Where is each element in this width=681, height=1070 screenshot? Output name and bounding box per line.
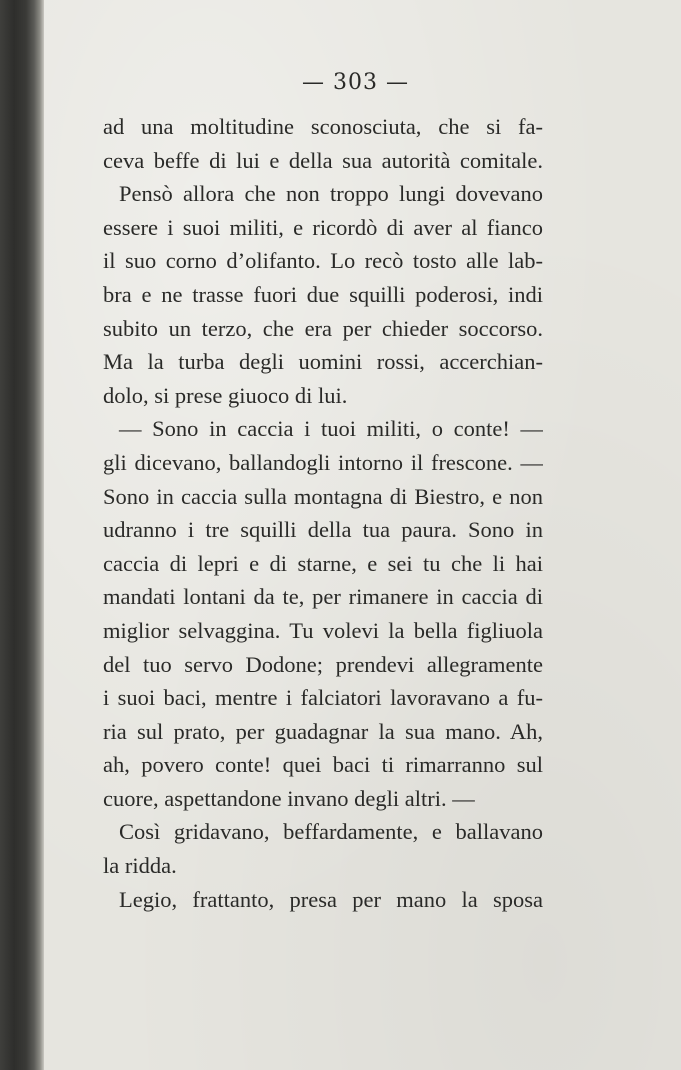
text-line: mandati lontani da te, per rimanere in caccia di — [103, 584, 543, 610]
text-line: la ridda. — [103, 853, 177, 879]
text-line: caccia di lepri e di starne, e sei tu che li hai — [103, 550, 543, 576]
text-line: ria sul prato, per guadagnar la sua mano. Ah, — [103, 718, 543, 744]
text-line: gli dicevano, ballandogli intorno il frescone. — — [103, 449, 543, 475]
text-line: dolo, si prese giuoco di lui. — [103, 382, 348, 408]
text-line: essere i suoi militi, e ricordò di aver al fianco — [103, 214, 543, 240]
text-line: il suo corno d’olifanto. Lo recò tosto alle lab- — [103, 248, 543, 274]
text-line: Sono in caccia sulla montagna di Biestro, e non — [103, 483, 543, 509]
text-line: del tuo servo Dodone; prendevi allegramente — [103, 651, 543, 677]
text-line: Legio, frattanto, presa per mano la sposa — [119, 886, 543, 912]
body-text — [103, 110, 543, 916]
text-line: Ma la turba degli uomini rossi, accerchian- — [103, 349, 543, 375]
text-line: Così gridavano, beffardamente, e ballavano — [119, 819, 543, 845]
text-line: i suoi baci, mentre i falciatori lavoravano a fu- — [103, 685, 543, 711]
text-line: udranno i tre squilli della tua paura. Sono in — [103, 517, 543, 543]
text-line: ceva beffe di lui e della sua autorità comitale. — [103, 147, 543, 173]
text-line: bra e ne trasse fuori due squilli poderosi, indi — [103, 281, 543, 307]
text-line: miglior selvaggina. Tu volevi la bella figliuola — [103, 617, 543, 643]
binding-edge — [0, 0, 44, 1070]
text-line: — Sono in caccia i tuoi militi, o conte! — — [119, 416, 543, 442]
text-line: cuore, aspettandone invano degli altri. — — [103, 785, 475, 811]
text-line: subito un terzo, che era per chieder soccorso. — [103, 315, 543, 341]
text-line: ah, povero conte! quei baci ti rimarranno sul — [103, 752, 543, 778]
page-number: — 303 — — [302, 70, 409, 95]
text-line: ad una moltitudine sconosciuta, che si fa- — [103, 114, 543, 139]
text-line: Pensò allora che non troppo lungi dovevano — [119, 181, 543, 207]
